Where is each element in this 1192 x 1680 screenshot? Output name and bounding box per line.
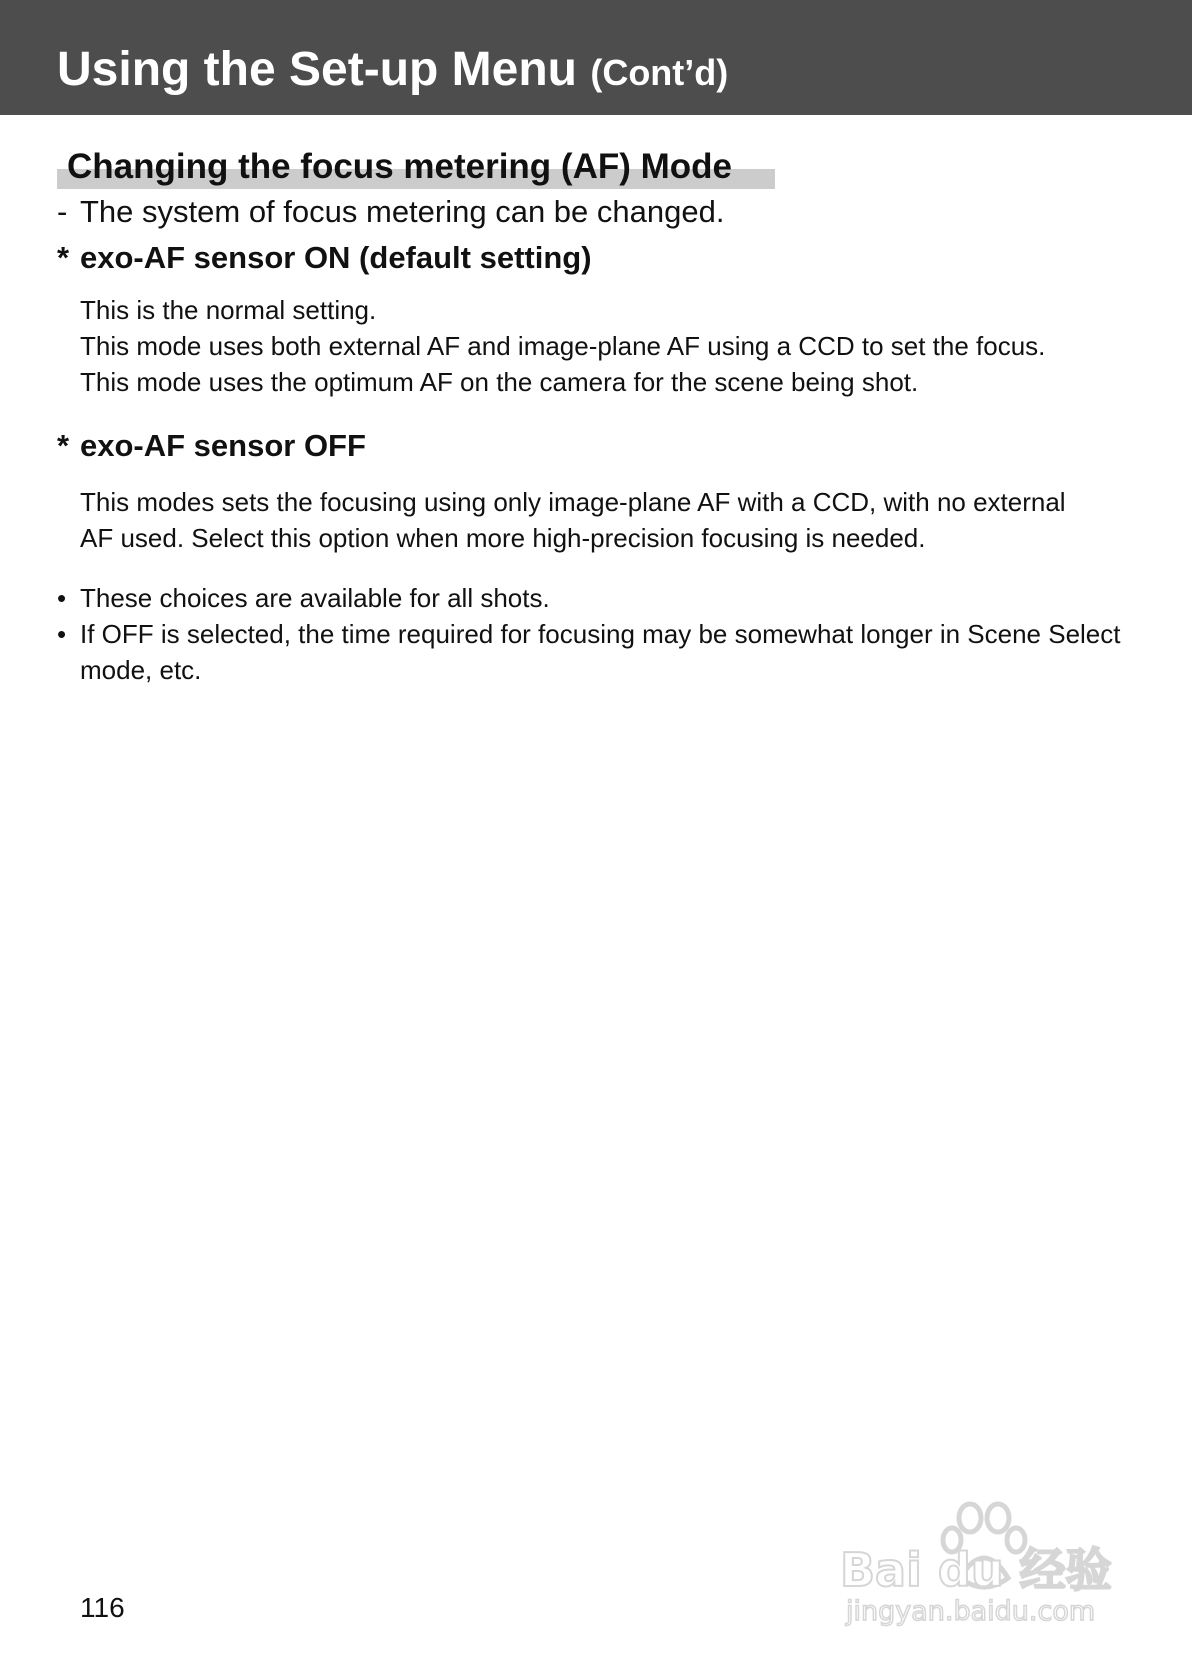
- intro-text: The system of focus metering can be changed.: [80, 194, 725, 229]
- option-on-description: [80, 292, 1140, 400]
- page-title: [57, 40, 728, 103]
- option-off-description: [80, 484, 1140, 556]
- page-title-main: Using the Set-up Menu: [57, 43, 577, 96]
- section-heading: Changing the focus metering (AF) Mode: [67, 147, 732, 186]
- section-intro: [57, 192, 724, 232]
- page-title-continued: (Cont’d): [590, 52, 729, 93]
- watermark-brand: Bai du 经验: [840, 1543, 1112, 1597]
- option-off-title: [57, 426, 366, 466]
- intro-dash: -: [57, 194, 68, 229]
- bullet-dot-icon: •: [57, 619, 67, 649]
- note-text: If OFF is selected, the time required for focusing may be somewhat longer in Scene Select mode, etc.: [80, 619, 1121, 685]
- page-number: 116: [80, 1592, 125, 1623]
- bullet-dot-icon: •: [57, 583, 67, 613]
- note-item: [57, 616, 1140, 688]
- option-off-line-2: AF used. Select this option when more high-precision focusing is needed.: [80, 523, 926, 553]
- watermark-url: jingyan.baidu.com: [846, 1596, 1096, 1627]
- option-on-asterisk: *: [57, 240, 70, 275]
- baidu-watermark: [840, 1498, 1130, 1628]
- option-off-asterisk: *: [57, 428, 70, 463]
- note-item: [57, 580, 1140, 616]
- option-on-line-3: This mode uses the optimum AF on the camera for the scene being shot.: [80, 367, 919, 397]
- option-on-line-2: This mode uses both external AF and image-plane AF using a CCD to set the focus.: [80, 331, 1046, 361]
- option-on-title: [57, 238, 592, 278]
- section-heading-block: [57, 145, 775, 190]
- option-off-line-1: This modes sets the focusing using only image-plane AF with a CCD, with no external: [80, 487, 1066, 517]
- option-on-title-text: exo-AF sensor ON (default setting): [80, 240, 592, 275]
- notes-list: [57, 580, 1140, 688]
- option-on-line-1: This is the normal setting.: [80, 295, 377, 325]
- note-text: These choices are available for all shots.: [80, 583, 550, 613]
- option-off-title-text: exo-AF sensor OFF: [80, 428, 366, 463]
